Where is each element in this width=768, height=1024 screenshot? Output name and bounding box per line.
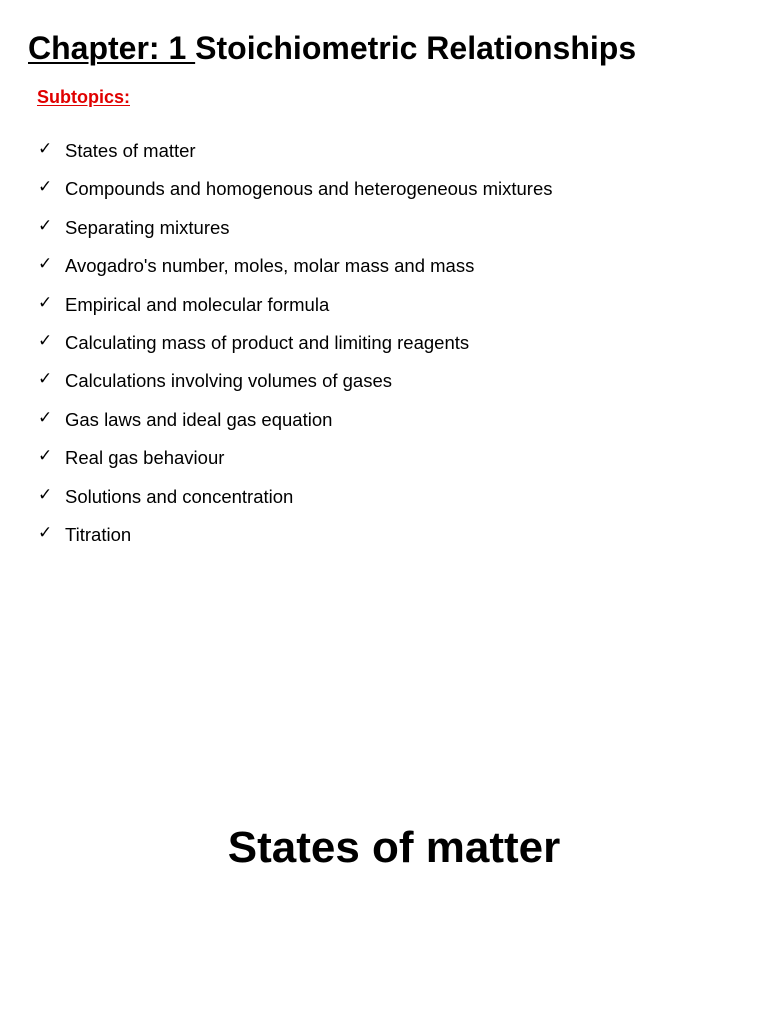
- subtopic-label: Titration: [65, 523, 132, 545]
- subtopic-label: Empirical and molecular formula: [65, 293, 330, 315]
- list-item: [38, 293, 553, 331]
- checkmark-icon: ✓: [38, 484, 53, 505]
- chapter-number: Chapter: 1: [28, 30, 196, 66]
- subtopic-label: States of matter: [65, 140, 196, 161]
- subtopic-label: Avogadro's number, moles, molar mass and mass: [65, 255, 475, 277]
- list-item: [38, 331, 553, 369]
- checkmark-icon: ✓: [38, 330, 53, 351]
- list-item: [38, 254, 553, 292]
- checkmark-icon: ✓: [38, 215, 53, 236]
- list-item: [38, 446, 553, 484]
- list-item: [38, 369, 553, 407]
- checkmark-icon: ✓: [38, 446, 53, 467]
- subtopic-label: Calculations involving volumes of gases: [65, 370, 393, 392]
- subtopic-label: Compounds and homogenous and heterogeneous mixtures: [65, 178, 553, 200]
- subtopic-list: [38, 139, 553, 561]
- list-item: [38, 139, 553, 177]
- checkmark-icon: ✓: [38, 522, 53, 543]
- checkmark-icon: ✓: [38, 369, 53, 390]
- subtopic-label: Solutions and concentration: [65, 485, 294, 507]
- subtopic-label: Real gas behaviour: [65, 447, 225, 469]
- checkmark-icon: ✓: [38, 139, 53, 159]
- chapter-title: Stoichiometric Relationships: [195, 30, 637, 66]
- page-title: [28, 28, 636, 68]
- checkmark-icon: ✓: [38, 177, 53, 198]
- subtopic-label: Gas laws and ideal gas equation: [65, 408, 333, 430]
- list-item: [38, 216, 553, 254]
- list-item: [38, 408, 553, 446]
- list-item: [38, 523, 553, 561]
- subtopic-label: Calculating mass of product and limiting reagents: [65, 331, 470, 353]
- checkmark-icon: ✓: [38, 407, 53, 428]
- subtopics-label: Subtopics:: [37, 87, 130, 107]
- section-heading: States of matter: [227, 823, 561, 872]
- checkmark-icon: ✓: [38, 254, 53, 275]
- subtopic-label: Separating mixtures: [65, 216, 230, 238]
- checkmark-icon: ✓: [38, 292, 53, 313]
- list-item: [38, 177, 553, 215]
- list-item: [38, 485, 553, 523]
